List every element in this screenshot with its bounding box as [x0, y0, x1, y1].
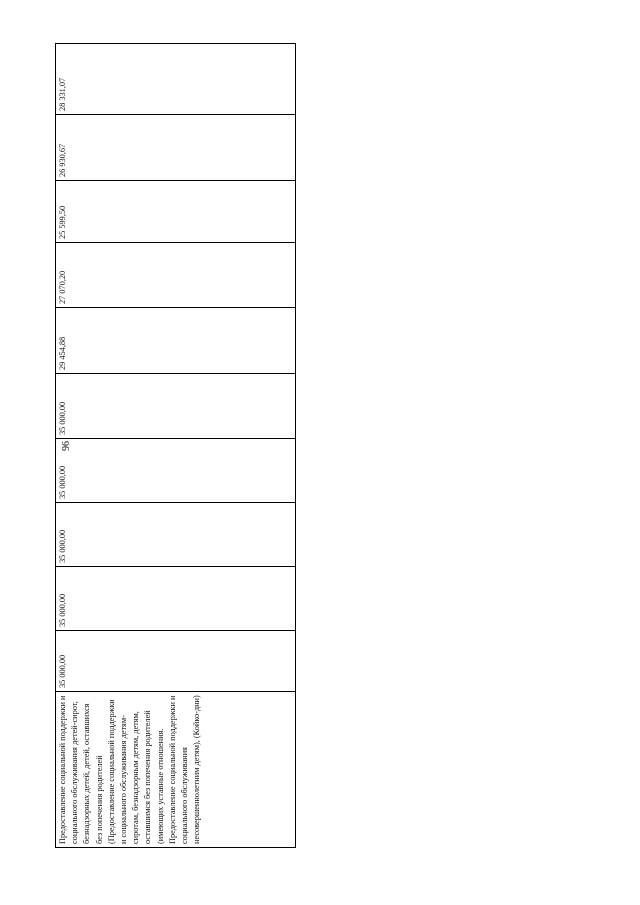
description-cell: Предоставление социальной поддержки и социального обслуживания детей-сирот, безнадзорных детей, детей, оставшихся без попечения родителей (Предоставление социальной поддержки и социального обслуживания детям-сиротам, безнадзорным детям, детям, оставшимся без попечения родителей (имеющих уставные отношения. Предоставление социальной поддержки и социального обслуживания несовершеннолетним детям), (Койко-дни) — [56, 692, 296, 848]
data-table — [55, 43, 296, 848]
value-cell-2: 35 000,00 — [56, 567, 296, 631]
page-number: 96 — [61, 441, 72, 451]
value-cell-6: 29 454,88 — [56, 308, 296, 374]
rotated-table-container — [55, 44, 296, 848]
value-cell-8: 25 599,50 — [56, 181, 296, 243]
table-row — [56, 44, 296, 848]
value-cell-9: 26 930,67 — [56, 115, 296, 181]
value-cell-1: 35 000,00 — [56, 631, 296, 692]
value-cell-7: 27 070,20 — [56, 243, 296, 308]
value-cell-4: 35 000,00 — [56, 439, 296, 503]
value-cell-5: 35 000,00 — [56, 374, 296, 439]
value-cell-10: 28 331,07 — [56, 44, 296, 115]
value-cell-3: 35 000,00 — [56, 503, 296, 567]
